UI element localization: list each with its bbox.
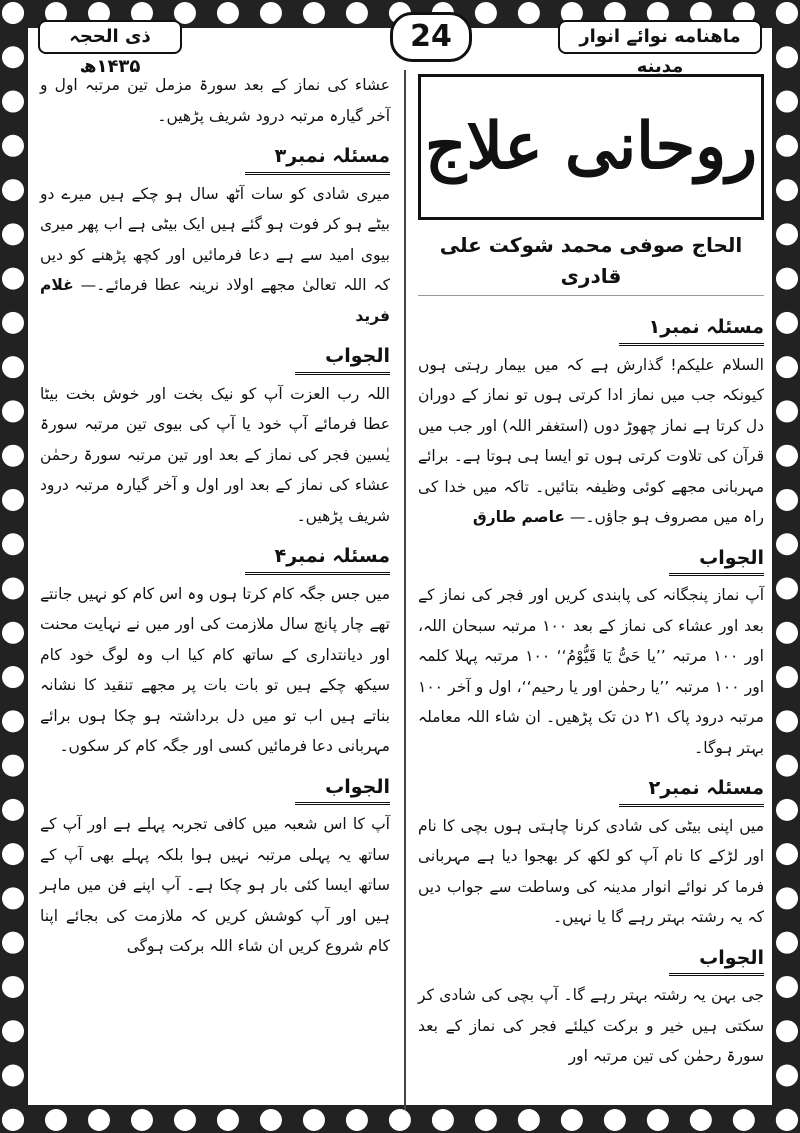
issue-date: ذی الحجہ ۱۴۳۵ھ bbox=[38, 20, 182, 54]
answer-1-heading: الجواب bbox=[669, 543, 764, 577]
answer-3-heading: الجواب bbox=[295, 341, 390, 375]
question-2-text: میں اپنی بیٹی کی شادی کرنا چاہتی ہوں بچی کا نام اور لڑکے کا نام آپ کو لکھ کر بھجوا دیا ہے مہربانی فرما کر نوائے انوار مدینہ کی وساطت سے جواب دیں کہ یہ رشتہ بہتر رہے گا یا نہیں۔ bbox=[418, 816, 764, 926]
page-header bbox=[30, 12, 770, 77]
question-4-heading: مسئلہ نمبر۴ bbox=[245, 541, 390, 575]
answer-4-text: آپ کا اس شعبہ میں کافی تجربہ پہلے ہے اور آپ کے ساتھ یہ پہلی مرتبہ نہیں ہوا بلکہ پہلے بھی آپ کے ساتھ ایسا کئی بار ہو چکا ہے۔ آپ اپنے فن میں ماہر ہیں اور آپ کوشش کریں کہ ملازمت کی بجائے اپنا کام شروع کریں ان شاء اللہ برکت ہوگی bbox=[40, 815, 390, 955]
question-1-name: عاصم طارق bbox=[472, 508, 565, 526]
question-2-heading: مسئلہ نمبر۲ bbox=[619, 773, 764, 807]
question-3-name: غلام فرید bbox=[40, 276, 390, 325]
answer-4-heading: الجواب bbox=[295, 772, 390, 806]
question-3-text: میری شادی کو سات آٹھ سال ہو چکے ہیں میرے دو بیٹے ہو کر فوت ہو گئے ہیں ایک بیٹی ہے اب پھر میری بیوی امید سے ہے دعا فرمائیں اور کچھ پڑھنے کو دیں کہ اللہ تعالیٰ مجھے اولاد نرینہ عطا فرمائے۔— غلام فرید bbox=[40, 184, 390, 325]
question-4-text: میں جس جگہ کام کرتا ہوں وہ اس کام کو نہیں جانتے تھے چار پانچ سال ملازمت کی اور میں نے نہایت محنت اور دیانتداری کے ساتھ کام کیا اب وہ لوگ خود کام سیکھ چکے ہیں تو بات بات پر مجھے تنقید کا نشانہ بناتے ہیں اب تو میں دل برداشتہ ہو چکا ہوں برائے مہربانی دعا فرمائیں کسی اور جگہ کام کر سکوں۔ bbox=[40, 584, 390, 755]
answer-3-text: اللہ رب العزت آپ کو نیک بخت اور خوش بخت بیٹا عطا فرمائے آپ خود یا آپ کی بیوی تین مرتبہ سورۃ یٰسین فجر کی نماز کے بعد اور تین مرتبہ سورۃ رحمٰن عشاء کی نماز کے بعد اور اول و آخر گیارہ مرتبہ درود شریف پڑھیں۔ bbox=[40, 384, 390, 525]
answer-1-text: آپ نماز پنجگانہ کی پابندی کریں اور فجر کی نماز کے بعد اور عشاء کی نماز کے بعد ۱۰۰ مرتبہ سبحان اللہ، اور ۱۰۰ مرتبہ ’’یا حَیُّ یَا قَیُّوْمُ‘‘ ۱۰۰ مرتبہ پہلا کلمہ اور ۱۰۰ مرتبہ ’’یا رحمٰن اور یا رحیم‘‘، اول و آخر ۱۰۰ مرتبہ درود پاک ۲۱ دن تک پڑھیں۔ ان شاء اللہ معاملہ بہتر ہوگا۔ bbox=[418, 586, 764, 757]
left-column bbox=[40, 70, 390, 966]
author-line: الحاج صوفی محمد شوکت علی قادری bbox=[418, 230, 764, 296]
magazine-name: ماهنامه نوائے انوار مدینه bbox=[558, 20, 762, 54]
page-number: 24 bbox=[390, 12, 472, 62]
title-box bbox=[418, 74, 764, 220]
question-1-text: السلام علیکم! گذارش ہے کہ میں بیمار رہتی ہوں کیونکہ جب میں نماز ادا کرتی ہوں تو نماز کے دوران دل کرتا ہے نماز چھوڑ دوں (استغفر اللہ) اور جب میں قرآن کی تلاوت کرتی ہوں تو ایسا ہی ہوتا ہے۔ برائے مہربانی مجھے کوئی وظیفہ بتائیں۔ تاکہ میں خدا کی راہ میں مصروف ہو جاؤں۔— عاصم طارق bbox=[418, 355, 764, 526]
question-1-heading: مسئلہ نمبر۱ bbox=[619, 312, 764, 346]
answer-2-text: جی بہن یہ رشتہ بہتر رہے گا۔ آپ بچی کی شادی کر سکتی ہیں خیر و برکت کیلئے فجر کی نماز کے بعد سورۃ رحمٰن کی تین مرتبہ اور bbox=[418, 986, 764, 1065]
question-3-heading: مسئلہ نمبر۳ bbox=[245, 141, 390, 175]
answer-2-heading: الجواب bbox=[669, 943, 764, 977]
column-divider bbox=[404, 70, 406, 1110]
continued-text: عشاء کی نماز کے بعد سورۃ مزمل تین مرتبہ اول و آخر گیارہ مرتبہ درود شریف پڑھیں۔ bbox=[40, 76, 390, 125]
article-title: روحانی علاج bbox=[425, 108, 757, 184]
right-column bbox=[418, 70, 764, 1076]
